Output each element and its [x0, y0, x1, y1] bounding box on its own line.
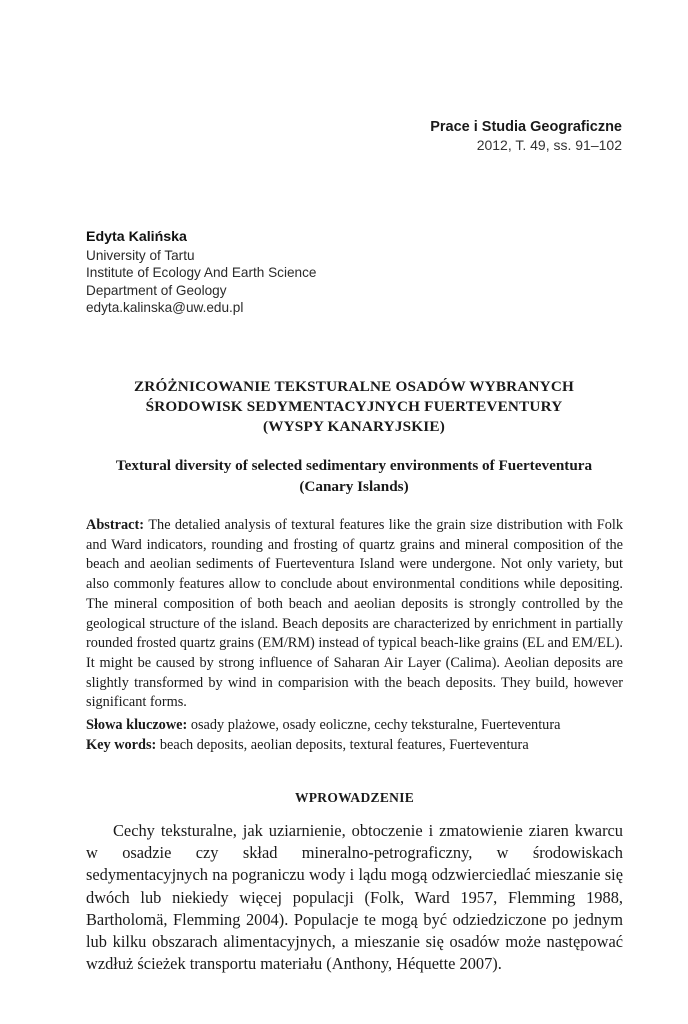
author-name: Edyta Kalińska [86, 229, 187, 245]
journal-title: Prace i Studia Geograficzne [430, 119, 622, 135]
title-pl-line: ZRÓŻNICOWANIE TEKSTURALNE OSADÓW WYBRANYCH [133, 378, 575, 395]
keywords-block [86, 716, 623, 755]
abstract-label: Abstract: [86, 517, 149, 533]
intro-paragraph: Cechy teksturalne, jak uziarnienie, obtoczenie i zmatowienie ziaren kwarcu w osadzie czy skład mineralno-petrograficzny, w środowiskach sedymentacyjnych na pograniczu wody i lądu mogą odzwierciedlać mieszanie się dwóch lub niekiedy więcej populacji (Folk, Ward 1957, Flemming 1988, Bartholomä, Flemming 2004). Populacje te mogą być odziedziczone po jednym lub kilku obszarach alimentacyjnych, a mieszanie się osadów może następować wzdłuż ścieżek transportu materiału (Anthony, Héquette 2007). [86, 821, 623, 974]
keywords-en-label: Key words: [86, 736, 160, 753]
journal-header [430, 118, 622, 154]
keywords-en-text: beach deposits, aeolian deposits, textural features, Fuerteventura [159, 736, 529, 753]
author-block [86, 229, 316, 317]
paper-title-polish [86, 377, 622, 437]
keywords-polish [86, 716, 623, 736]
author-university: University of Tartu [86, 247, 195, 263]
keywords-pl-label: Słowa kluczowe: [86, 717, 191, 733]
author-email: edyta.kalinska@uw.edu.pl [86, 300, 244, 316]
keywords-pl-text: osady plażowe, osady eoliczne, cechy teksturalne, Fuerteventura [190, 717, 561, 733]
title-en-line: Textural diversity of selected sedimentary environments of Fuerteventura [115, 457, 593, 474]
abstract [86, 516, 623, 713]
title-pl-line: ŚRODOWISK SEDYMENTACYJNYCH FUERTEVENTURY [145, 398, 563, 415]
author-department: Department of Geology [86, 282, 227, 298]
keywords-english [86, 736, 623, 756]
title-pl-line: (WYSPY KANARYJSKIE) [262, 418, 445, 435]
section-heading: WPROWADZENIE [294, 790, 415, 805]
journal-volume: 2012, T. 49, ss. 91–102 [476, 137, 622, 153]
author-institute: Institute of Ecology And Earth Science [86, 265, 317, 281]
title-en-line: (Canary Islands) [299, 477, 409, 495]
abstract-text: The detalied analysis of textural features like the grain size distribution with Folk and Ward indicators, rounding and frosting of quartz grains and mineral composition of the beach and aeolian sediments of Fuerteventura Island were undergone. Not only variety, but also commonly features allow to conclude about environmental conditions while depositing. The mineral composition of both beach and aeolian deposits is strongly controlled by the geological structure of the island. Beach deposits are characterized by enrichment in partially rounded frosted quartz grains (EM/RM) instead of typical beach-like grains (EL and EM/EL). It might be caused by strong influence of Saharan Air Layer (Calima). Aeolian deposits are slightly transformed by wind in comparision with the beach deposits. They build, however significant forms. [86, 517, 623, 711]
paper-title-english [86, 456, 622, 497]
